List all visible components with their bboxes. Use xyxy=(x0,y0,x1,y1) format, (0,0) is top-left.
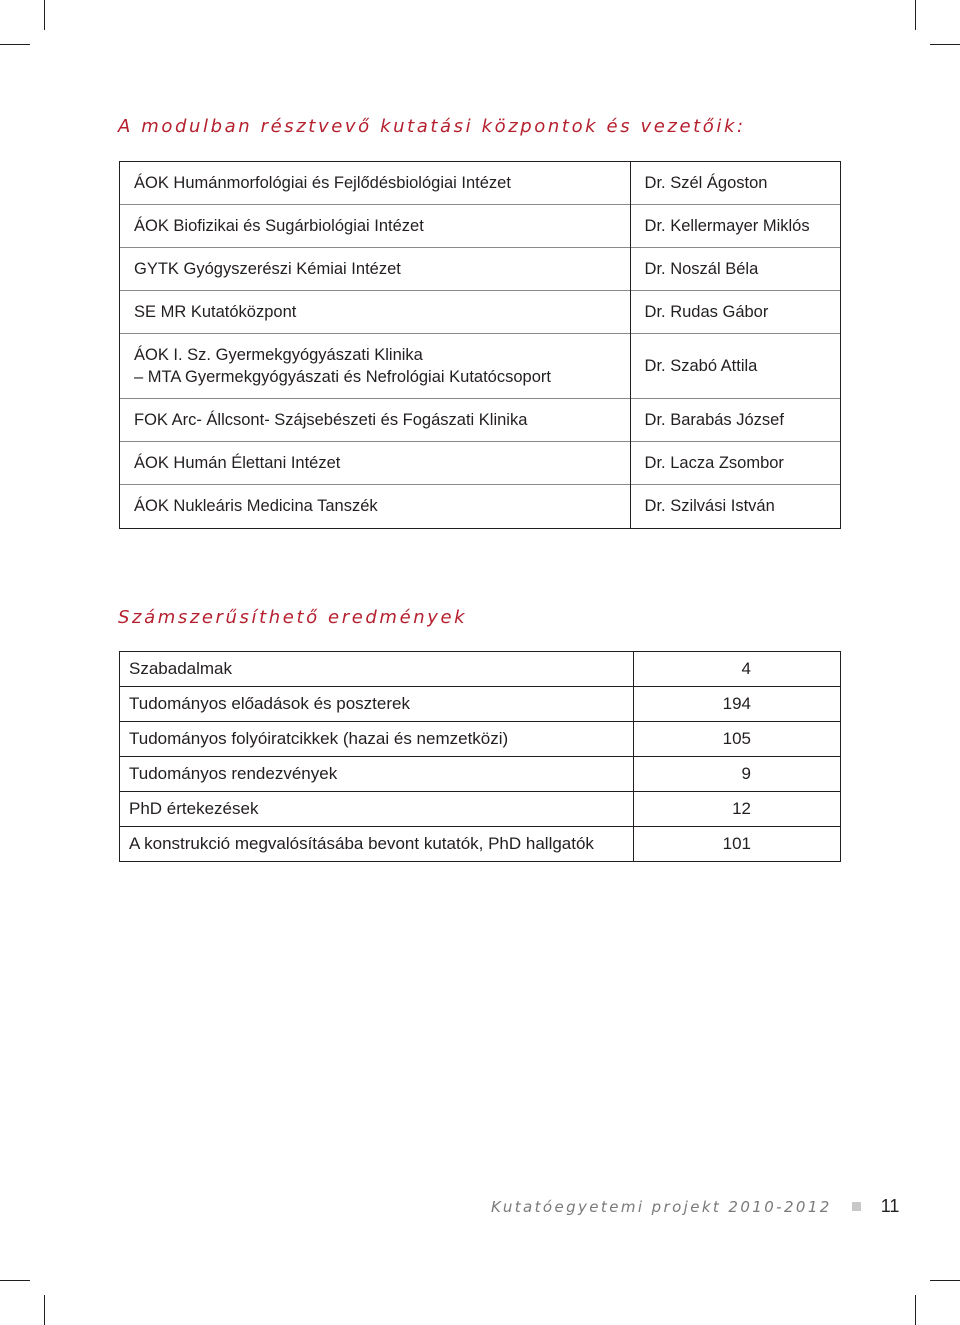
footer-title: Kutatóegyetemi projekt 2010-2012 xyxy=(491,1197,832,1216)
table-row xyxy=(120,652,841,687)
crop-mark xyxy=(0,1280,30,1281)
institute-cell: FOK Arc- Állcsont- Szájsebészeti és Fogászati Klinika xyxy=(120,399,630,442)
leader-cell: Dr. Szilvási István xyxy=(644,497,775,515)
result-value: 194 xyxy=(634,687,841,722)
table-row xyxy=(120,757,841,792)
result-label: Tudományos előadások és poszterek xyxy=(120,687,634,722)
leader-cell: Dr. Noszál Béla xyxy=(631,248,840,291)
leader-cell: Dr. Szabó Attila xyxy=(631,334,840,399)
table-row xyxy=(120,792,841,827)
institute-cell: SE MR Kutatóközpont xyxy=(120,291,630,334)
leader-column xyxy=(630,162,840,529)
institute-cell: GYTK Gyógyszerészi Kémiai Intézet xyxy=(120,248,630,291)
page-number: 11 xyxy=(880,1196,900,1216)
results-heading: Számszerűsíthető eredmények xyxy=(118,607,468,628)
result-label: Szabadalmak xyxy=(120,652,634,687)
institute-cell xyxy=(120,334,630,399)
result-label: Tudományos folyóiratcikkek (hazai és nemzetközi) xyxy=(120,722,634,757)
table-row xyxy=(120,827,841,862)
institute-line: – MTA Gyermekgyógyászati és Nefrológiai Kutatócsoport xyxy=(134,368,551,386)
leader-cell: Dr. Kellermayer Miklós xyxy=(631,205,840,248)
crop-mark xyxy=(44,1295,45,1325)
crop-mark xyxy=(930,1280,960,1281)
table-row xyxy=(120,687,841,722)
institute-column xyxy=(120,162,631,529)
results-table xyxy=(119,651,841,862)
result-label: Tudományos rendezvények xyxy=(120,757,634,792)
leader-cell: Dr. Rudas Gábor xyxy=(631,291,840,334)
result-label: PhD értekezések xyxy=(120,792,634,827)
centers-heading: A modulban résztvevő kutatási központok és vezetőik: xyxy=(118,116,746,137)
crop-mark xyxy=(915,1295,916,1325)
result-value: 12 xyxy=(634,792,841,827)
crop-mark xyxy=(0,44,30,45)
institute-cell: ÁOK Humánmorfológiai és Fejlődésbiológiai Intézet xyxy=(120,162,630,205)
crop-mark xyxy=(930,44,960,45)
page-footer xyxy=(491,1196,899,1217)
result-value: 105 xyxy=(634,722,841,757)
leader-cell: Dr. Szél Ágoston xyxy=(631,162,840,205)
institute-cell: ÁOK Biofizikai és Sugárbiológiai Intézet xyxy=(120,205,630,248)
crop-mark xyxy=(915,0,916,30)
leader-cell: Dr. Lacza Zsombor xyxy=(631,442,840,485)
institute-cell: ÁOK Humán Élettani Intézet xyxy=(120,442,630,485)
result-value: 9 xyxy=(634,757,841,792)
table-row xyxy=(120,722,841,757)
centers-table xyxy=(119,161,841,529)
institute-cell: ÁOK Nukleáris Medicina Tanszék xyxy=(134,497,378,515)
crop-mark xyxy=(44,0,45,30)
result-label: A konstrukció megvalósításába bevont kutatók, PhD hallgatók xyxy=(120,827,634,862)
institute-line: ÁOK I. Sz. Gyermekgyógyászati Klinika xyxy=(134,346,423,364)
leader-cell: Dr. Barabás József xyxy=(631,399,840,442)
result-value: 4 xyxy=(634,652,841,687)
square-bullet-icon xyxy=(852,1202,861,1211)
result-value: 101 xyxy=(634,827,841,862)
